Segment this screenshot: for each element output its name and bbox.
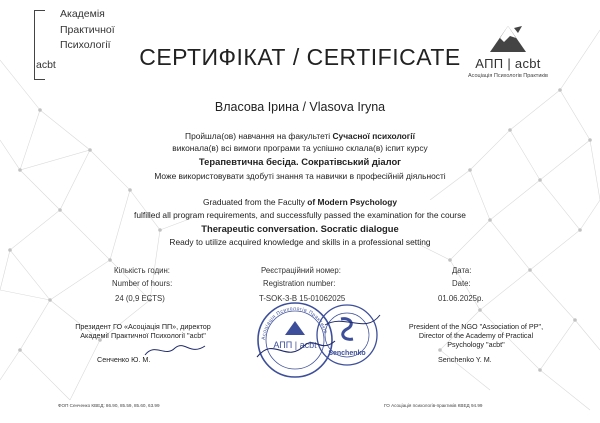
logo-line-practical: Практичної <box>60 24 115 36</box>
en-line-faculty-prefix: Graduated from the Faculty <box>202 197 308 207</box>
uk-line-faculty-prefix: Пройшла(ов) навчання на факультеті <box>185 131 333 141</box>
hours-value: 24 (0,9 ECTS) <box>115 294 165 303</box>
certificate-title: СЕРТИФІКАТ / CERTIFICATE <box>139 44 461 70</box>
date-value: 01.06.2025р. <box>438 294 484 303</box>
en-course-name: Therapeutic conversation. Socratic dialogue <box>201 223 399 234</box>
date-label-uk: Дата: <box>452 266 472 275</box>
uk-line-faculty <box>0 131 600 141</box>
left-signatory-line1: Президент ГО «Асоціація ПП», директор <box>75 322 211 331</box>
footer-right: ГО Асоціація психологів-практиків КВЕД 94.99 <box>384 403 483 408</box>
recipient-name: Власова Ірина / Vlasova Iryna <box>214 100 386 114</box>
association-brand: АПП | acbt <box>475 56 541 71</box>
right-signatory-line3: Psychology "acbt" <box>447 340 505 349</box>
seal-ring-text: Асоціація Психологів Практиків <box>260 305 329 341</box>
en-line-faculty <box>0 197 600 207</box>
en-line-requirements: fulfilled all program requirements, and successfully passed the examination for the course <box>134 210 466 220</box>
reg-value: T-SOK-3-B 15-01062025 <box>259 294 346 303</box>
reg-label-en: Registration number: <box>263 279 336 288</box>
association-name: Асоціація Психологів Практиків <box>468 73 548 79</box>
logo-acbt: acbt <box>36 59 56 71</box>
hours-label-en: Number of hours: <box>112 279 173 288</box>
uk-line-requirements: виконала(в) всі вимоги програми та успішно склала(в) іспит курсу <box>172 143 428 153</box>
uk-faculty-name: Сучасної психології <box>332 131 415 141</box>
stamp-name-text: Senchenko <box>328 350 366 357</box>
right-signatory-line1: President of the NGO "Association of PP", <box>408 322 544 331</box>
left-signatory-line2: Академії Практичної Психології "acbt" <box>80 331 206 340</box>
uk-line-usage: Може використовувати здобуті знання та навички в професійній діяльності <box>154 171 446 181</box>
logo-line-academy: Академія <box>60 8 105 20</box>
hours-label-uk: Кількість годин: <box>114 266 170 275</box>
uk-course-name: Терапевтична бесіда. Сократівський діалог <box>198 156 402 167</box>
date-label-en: Date: <box>452 279 471 288</box>
right-signatory-line2: Director of the Academy of Practical <box>418 331 534 340</box>
mountain-icon <box>488 24 528 54</box>
logo-line-psychology: Психології <box>60 39 111 51</box>
seal-main-text: АПП | acbt <box>273 340 317 350</box>
association-logo <box>448 24 568 92</box>
reg-label-uk: Реєстраційний номер: <box>261 266 341 275</box>
left-signatory-title <box>58 322 228 340</box>
footer-left: ФОП Сенченко КВЕД: 86.90, 85.59, 85.60, 63.99 <box>58 403 160 408</box>
official-seal <box>255 295 385 385</box>
left-signature <box>140 340 220 360</box>
en-line-usage: Ready to utilize acquired knowledge and skills in a professional setting <box>169 237 431 247</box>
right-signatory-title <box>386 322 566 349</box>
seal-area <box>255 295 385 385</box>
en-faculty-name: of Modern Psychology <box>307 197 398 207</box>
right-signatory-name: Senchenko Y. M. <box>438 355 492 364</box>
left-signatory-name: Сенченко Ю. М. <box>97 355 151 364</box>
